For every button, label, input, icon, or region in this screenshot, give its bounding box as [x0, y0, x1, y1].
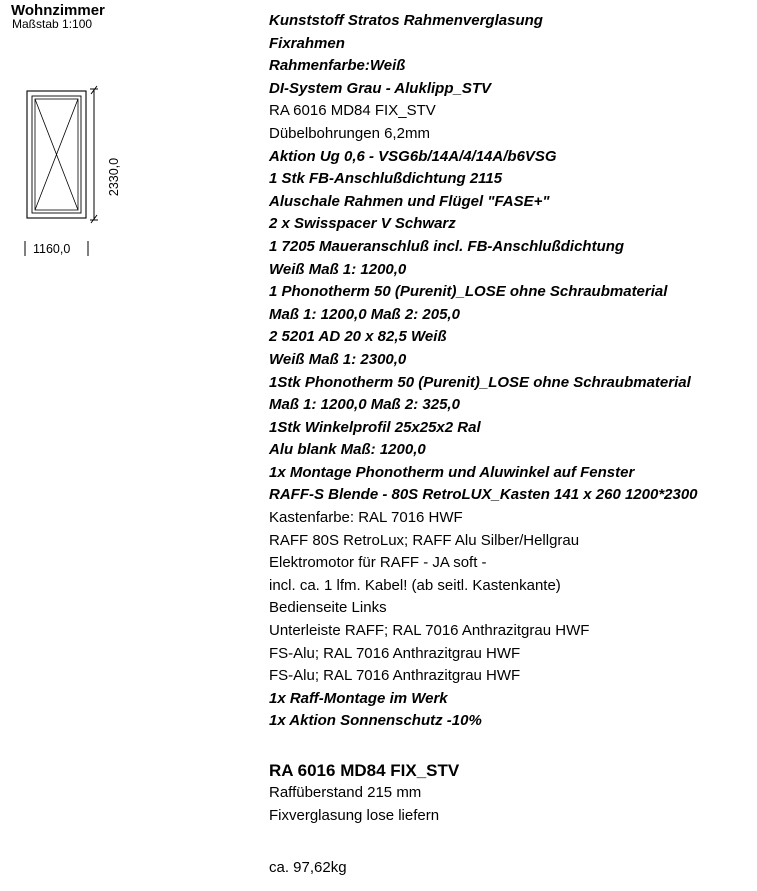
spec-line: Aktion Ug 0,6 - VSG6b/14A/4/14A/b6VSG	[269, 147, 557, 165]
spec-line: incl. ca. 1 lfm. Kabel! (ab seitl. Kastenkante)	[269, 576, 561, 594]
spec-line: 1 Stk FB-Anschlußdichtung 2115	[269, 170, 503, 188]
spec-line: 2 x Swisspacer V Schwarz	[269, 215, 456, 233]
spec-line: FS-Alu; RAL 7016 Anthrazitgrau HWF	[269, 644, 521, 662]
weight-block	[269, 857, 749, 880]
height-dimension-line	[90, 86, 98, 223]
spec-line: FS-Alu; RAL 7016 Anthrazitgrau HWF	[269, 667, 521, 685]
spec-line: Weiß Maß 1: 1200,0	[269, 260, 407, 278]
spec-line: Aluschale Rahmen und Flügel "FASE+"	[269, 192, 550, 210]
spec-line: 1x Aktion Sonnenschutz -10%	[269, 712, 482, 730]
spec-line: 2 5201 AD 20 x 82,5 Weiß	[269, 328, 447, 346]
spec-line: Weiß Maß 1: 2300,0	[269, 350, 407, 368]
spec-line: Maß 1: 1200,0 Maß 2: 205,0	[269, 305, 460, 323]
spec-line: Fixrahmen	[269, 34, 345, 52]
window-drawing	[0, 0, 260, 270]
spec-line: DI-System Grau - Aluklipp_STV	[269, 79, 491, 97]
spec-line: Elektromotor für RAFF - JA soft -	[269, 554, 487, 572]
spec-line: RA 6016 MD84 FIX_STV	[269, 102, 436, 120]
spec-line: Maß 1: 1200,0 Maß 2: 325,0	[269, 396, 460, 414]
spec-line: 1x Montage Phonotherm und Aluwinkel auf Fenster	[269, 463, 635, 481]
spec-line: Unterleiste RAFF; RAL 7016 Anthrazitgrau HWF	[269, 622, 590, 640]
height-dimension-value: 2330,0	[107, 157, 121, 197]
width-dimension-value: 1160,0	[33, 242, 71, 256]
profile-title: RA 6016 MD84 FIX_STV	[269, 761, 460, 780]
spec-line: RAFF-S Blende - 80S RetroLUX_Kasten 141 x 260 1200*2300	[269, 486, 698, 504]
spec-line: Kunststoff Stratos Rahmenverglasung	[269, 12, 543, 29]
spec-line: RAFF 80S RetroLux; RAFF Alu Silber/Hellgrau	[269, 531, 580, 549]
glazing-note: Fixverglasung lose liefern	[269, 806, 440, 824]
spec-line: Dübelbohrungen 6,2mm	[269, 124, 430, 142]
spec-line: 1 Phonotherm 50 (Purenit)_LOSE ohne Schraubmaterial	[269, 283, 668, 301]
weight-value: ca. 97,62kg	[269, 859, 347, 876]
specification-list	[269, 10, 749, 733]
spec-line: 1Stk Winkelprofil 25x25x2 Ral	[269, 418, 481, 436]
footer-block	[269, 760, 749, 827]
overhang-note: Raffüberstand 215 mm	[269, 784, 422, 801]
spec-line: Alu blank Maß: 1200,0	[269, 441, 426, 459]
spec-line: Kastenfarbe: RAL 7016 HWF	[269, 509, 463, 527]
spec-line: 1 7205 Maueranschluß incl. FB-Anschlußdichtung	[269, 237, 625, 255]
spec-line: 1Stk Phonotherm 50 (Purenit)_LOSE ohne Schraubmaterial	[269, 373, 691, 391]
spec-line: Bedienseite Links	[269, 599, 387, 617]
spec-line: Rahmenfarbe:Weiß	[269, 57, 406, 75]
scale-label: Maßstab 1:100	[12, 17, 93, 31]
spec-line: 1x Raff-Montage im Werk	[269, 689, 448, 707]
room-title: Wohnzimmer	[11, 2, 105, 19]
